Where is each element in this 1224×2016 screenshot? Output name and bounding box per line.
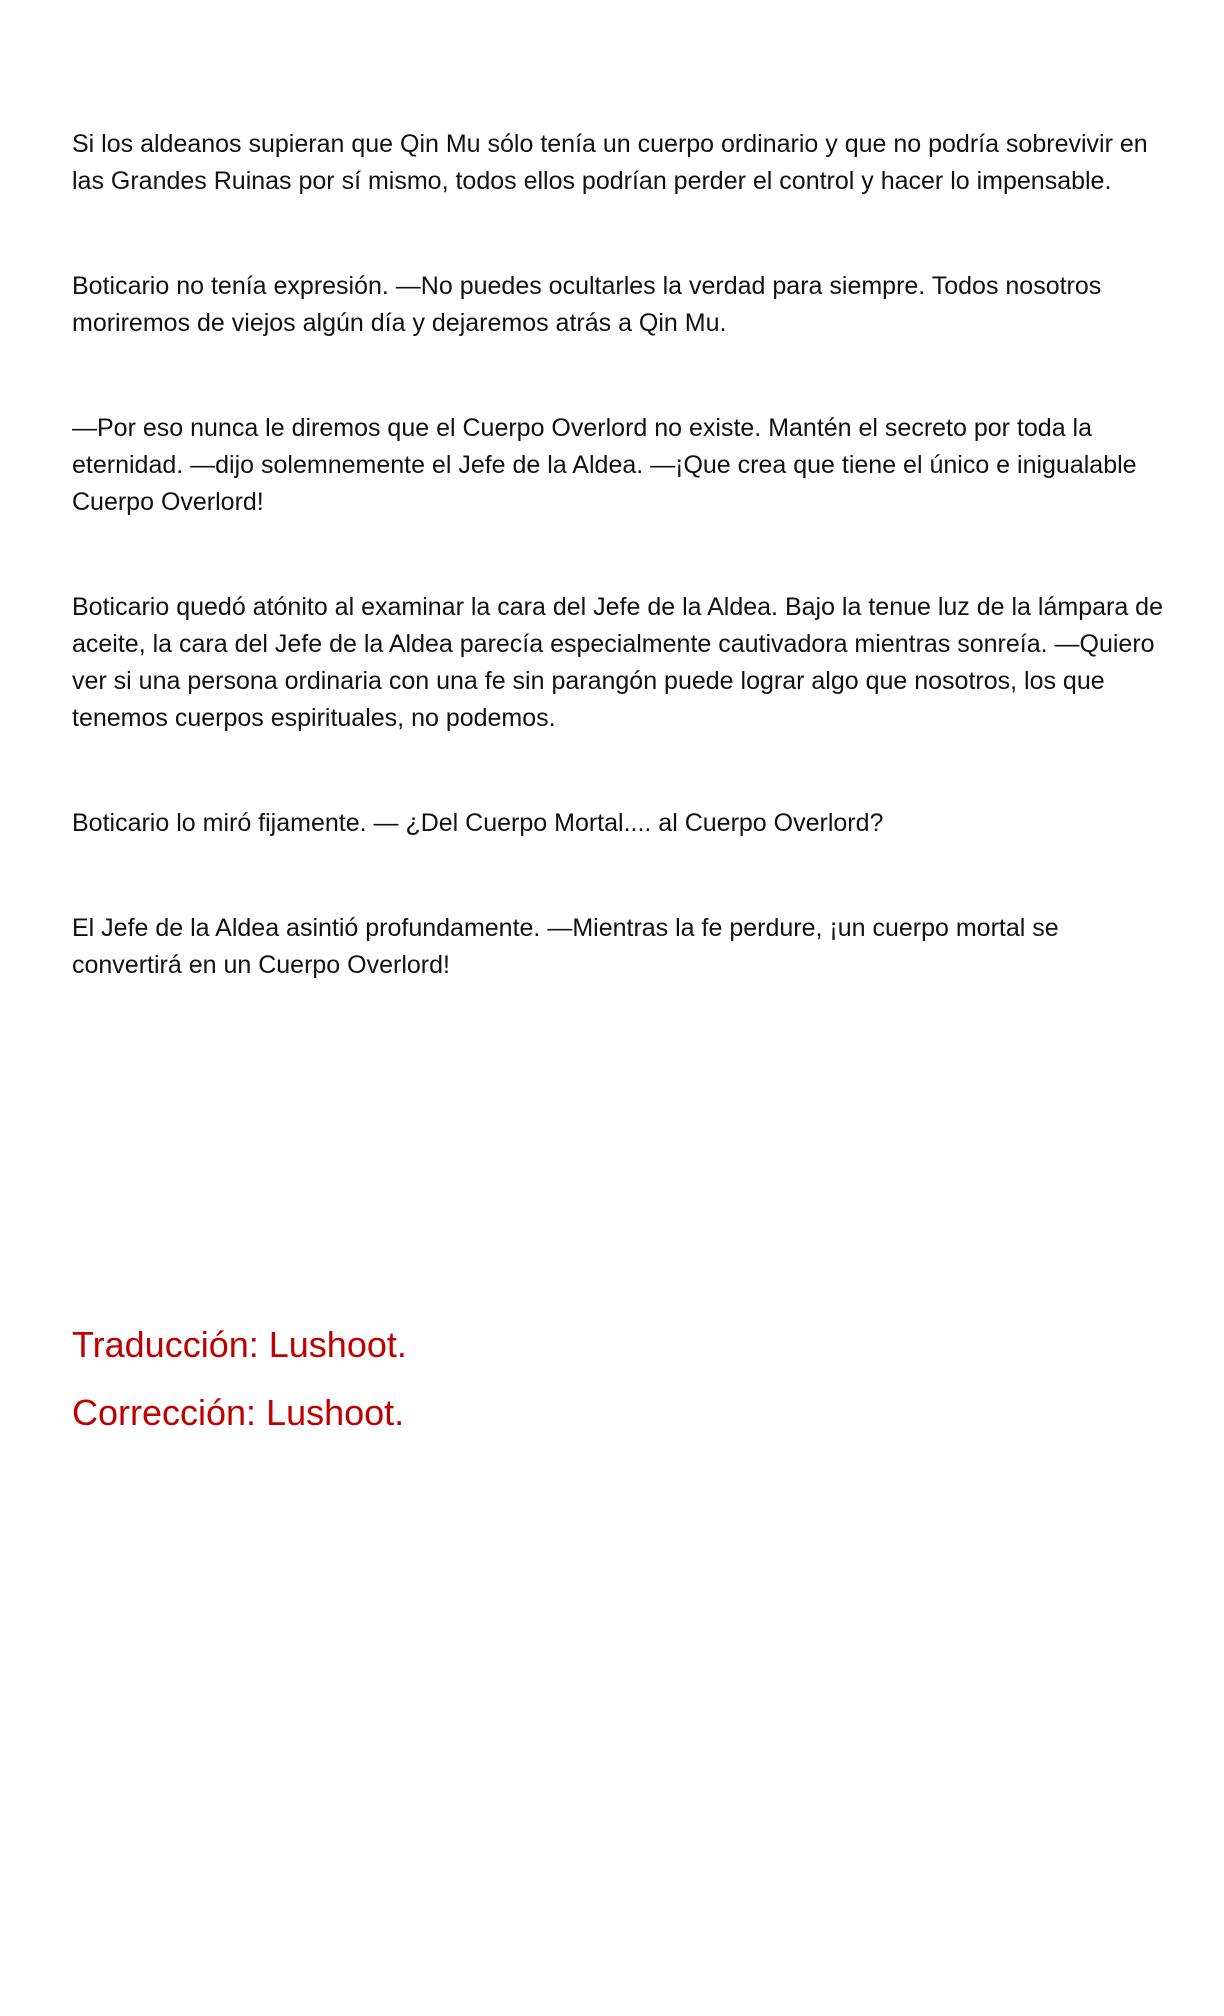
paragraph-2: Boticario no tenía expresión. —No puedes ocultarles la verdad para siempre. Todos nosotros moriremos de viejos algún día y dejaremos atrás a Qin Mu. [72, 272, 1102, 337]
paragraph-3: —Por eso nunca le diremos que el Cuerpo Overlord no existe. Mantén el secreto por toda la eternidad. —dijo solemnemente el Jefe de la Aldea. —¡Que crea que tiene el único e inigualable Cuerpo Overlord! [72, 414, 1137, 516]
paragraph-6: El Jefe de la Aldea asintió profundamente. —Mientras la fe perdure, ¡un cuerpo mortal se convertirá en un Cuerpo Overlord! [72, 914, 1059, 979]
credits-block [72, 1322, 872, 1436]
translation-credit: Traducción: Lushoot. [72, 1324, 407, 1365]
paragraph-1: Si los aldeanos supieran que Qin Mu sólo tenía un cuerpo ordinario y que no podría sobrevivir en las Grandes Ruinas por sí mismo, todos ellos podrían perder el control y hacer lo impensable. [72, 130, 1148, 195]
paragraph-4: Boticario quedó atónito al examinar la cara del Jefe de la Aldea. Bajo la tenue luz de la lámpara de aceite, la cara del Jefe de la Aldea parecía especialmente cautivadora mientras sonreía. —Quiero ver si una persona ordinaria con una fe sin parangón puede lograr algo que nosotros, los que tenemos cuerpos espirituales, no podemos. [72, 593, 1163, 732]
correction-credit: Corrección: Lushoot. [72, 1392, 405, 1433]
paragraph-5: Boticario lo miró fijamente. — ¿Del Cuerpo Mortal.... al Cuerpo Overlord? [72, 809, 884, 837]
document-body [72, 126, 1164, 984]
